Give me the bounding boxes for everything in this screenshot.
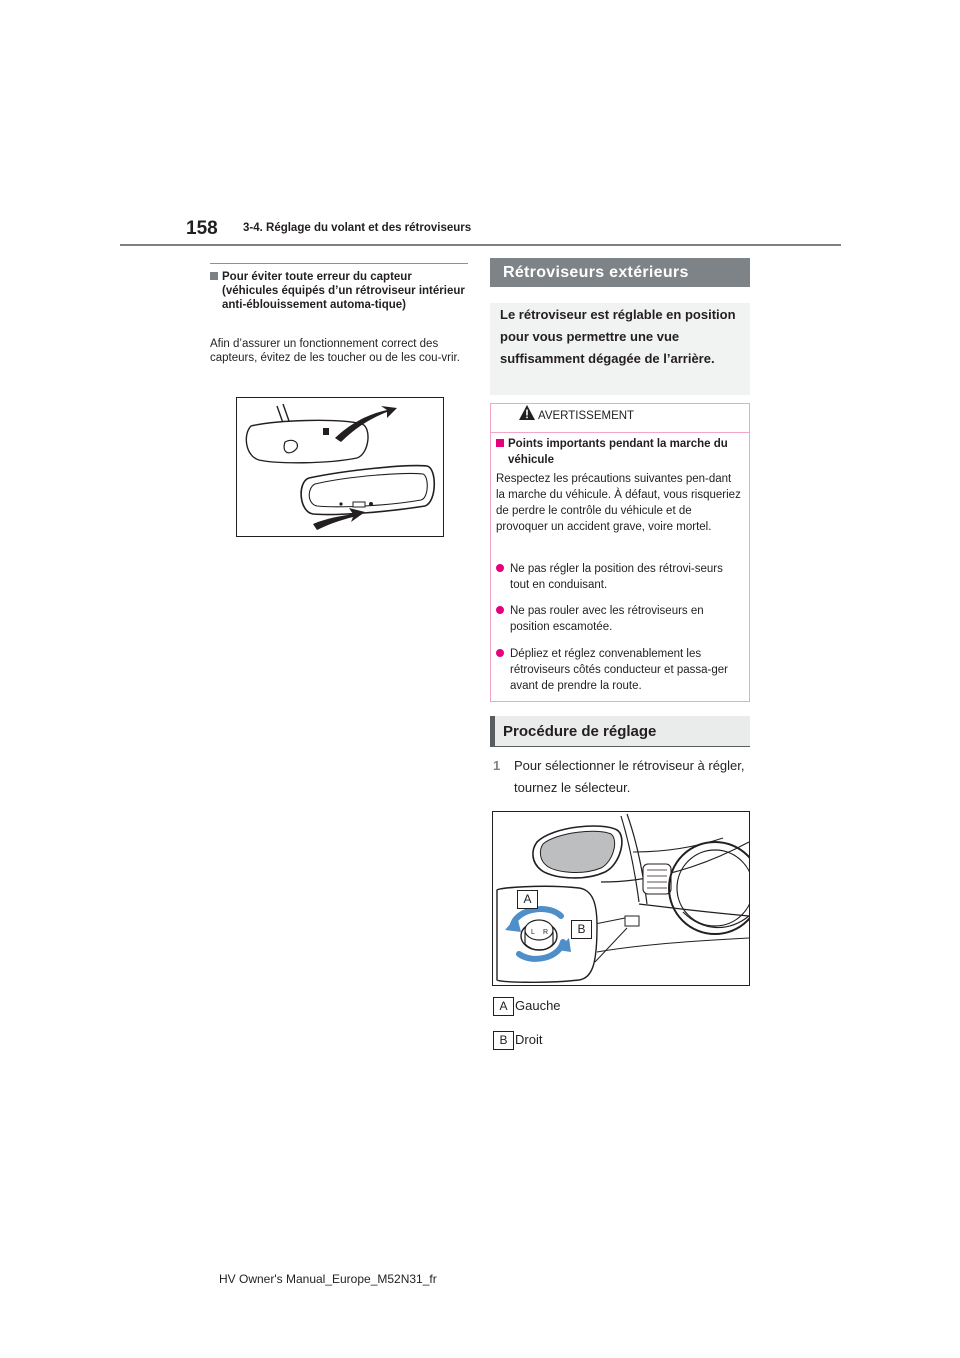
- figure-label-a: A: [517, 890, 538, 909]
- square-bullet-icon: [496, 439, 504, 447]
- sensor-body: Afin d’assurer un fonctionnement correct des capteurs, évitez de les toucher ou de les cou-vrir.: [210, 338, 460, 364]
- sensor-heading: [210, 270, 468, 312]
- warning-bullet-text: Ne pas régler la position des rétrovi-seurs tout en conduisant.: [510, 563, 723, 591]
- warning-bullet: [496, 646, 741, 694]
- footer-text: HV Owner's Manual_Europe_M52N31_fr: [219, 1272, 437, 1286]
- round-bullet-icon: [496, 606, 504, 614]
- mirror-selector-illustration: [492, 811, 750, 986]
- warning-heading: [496, 436, 741, 468]
- warning-body: Respectez les précautions suivantes pen-dant la marche du véhicule. À défaut, vous risqueriez de perdre le contrôle du véhicule et de provoquer un accident grave, voire mortel.: [496, 473, 741, 533]
- warning-title: AVERTISSEMENT: [538, 410, 635, 422]
- header-divider: [120, 244, 841, 246]
- section-banner: Rétroviseurs extérieurs: [490, 258, 750, 287]
- svg-text:L: L: [531, 929, 535, 936]
- square-bullet-icon: [210, 272, 218, 280]
- sensor-heading-text: Pour éviter toute erreur du capteur (véhicules équipés d’un rétroviseur intérieur anti-éblouissement automa-tique): [222, 271, 465, 311]
- round-bullet-icon: [496, 564, 504, 572]
- warning-bullet-text: Ne pas rouler avec les rétroviseurs en position escamotée.: [510, 605, 704, 633]
- step-text: Pour sélectionner le rétroviseur à régler, tournez le sélecteur.: [514, 758, 745, 795]
- procedure-title: Procédure de réglage: [503, 723, 657, 740]
- svg-text:R: R: [543, 929, 549, 936]
- warning-heading-text: Points importants pendant la marche du véhicule: [508, 438, 728, 466]
- warning-bullet: [496, 561, 741, 593]
- intro-text: Le rétroviseur est réglable en position pour vous permettre une vue suffisamment dégagée de l’arrière.: [500, 307, 736, 366]
- legend-key-b: B: [493, 1031, 514, 1050]
- warning-triangle-icon: [519, 405, 535, 420]
- page-number: 158: [186, 218, 218, 239]
- warning-divider: [491, 432, 749, 433]
- left-section-divider: [210, 263, 468, 264]
- rearview-mirror-drawing: [237, 398, 443, 536]
- rearview-mirror-illustration: [236, 397, 444, 537]
- legend-key-a: A: [493, 997, 514, 1016]
- step-number: 1: [493, 758, 501, 773]
- warning-bullet: [496, 603, 741, 635]
- legend-label-a: Gauche: [515, 998, 561, 1013]
- warning-bullet-text: Dépliez et réglez convenablement les rétroviseurs côtés conducteur et passa-ger avant de prendre la route.: [510, 648, 728, 692]
- chapter-title: 3-4. Réglage du volant et des rétroviseurs: [243, 222, 472, 234]
- legend-label-b: Droit: [515, 1032, 543, 1047]
- round-bullet-icon: [496, 649, 504, 657]
- figure-label-b: B: [571, 920, 592, 939]
- procedure-banner-accent: [490, 716, 495, 747]
